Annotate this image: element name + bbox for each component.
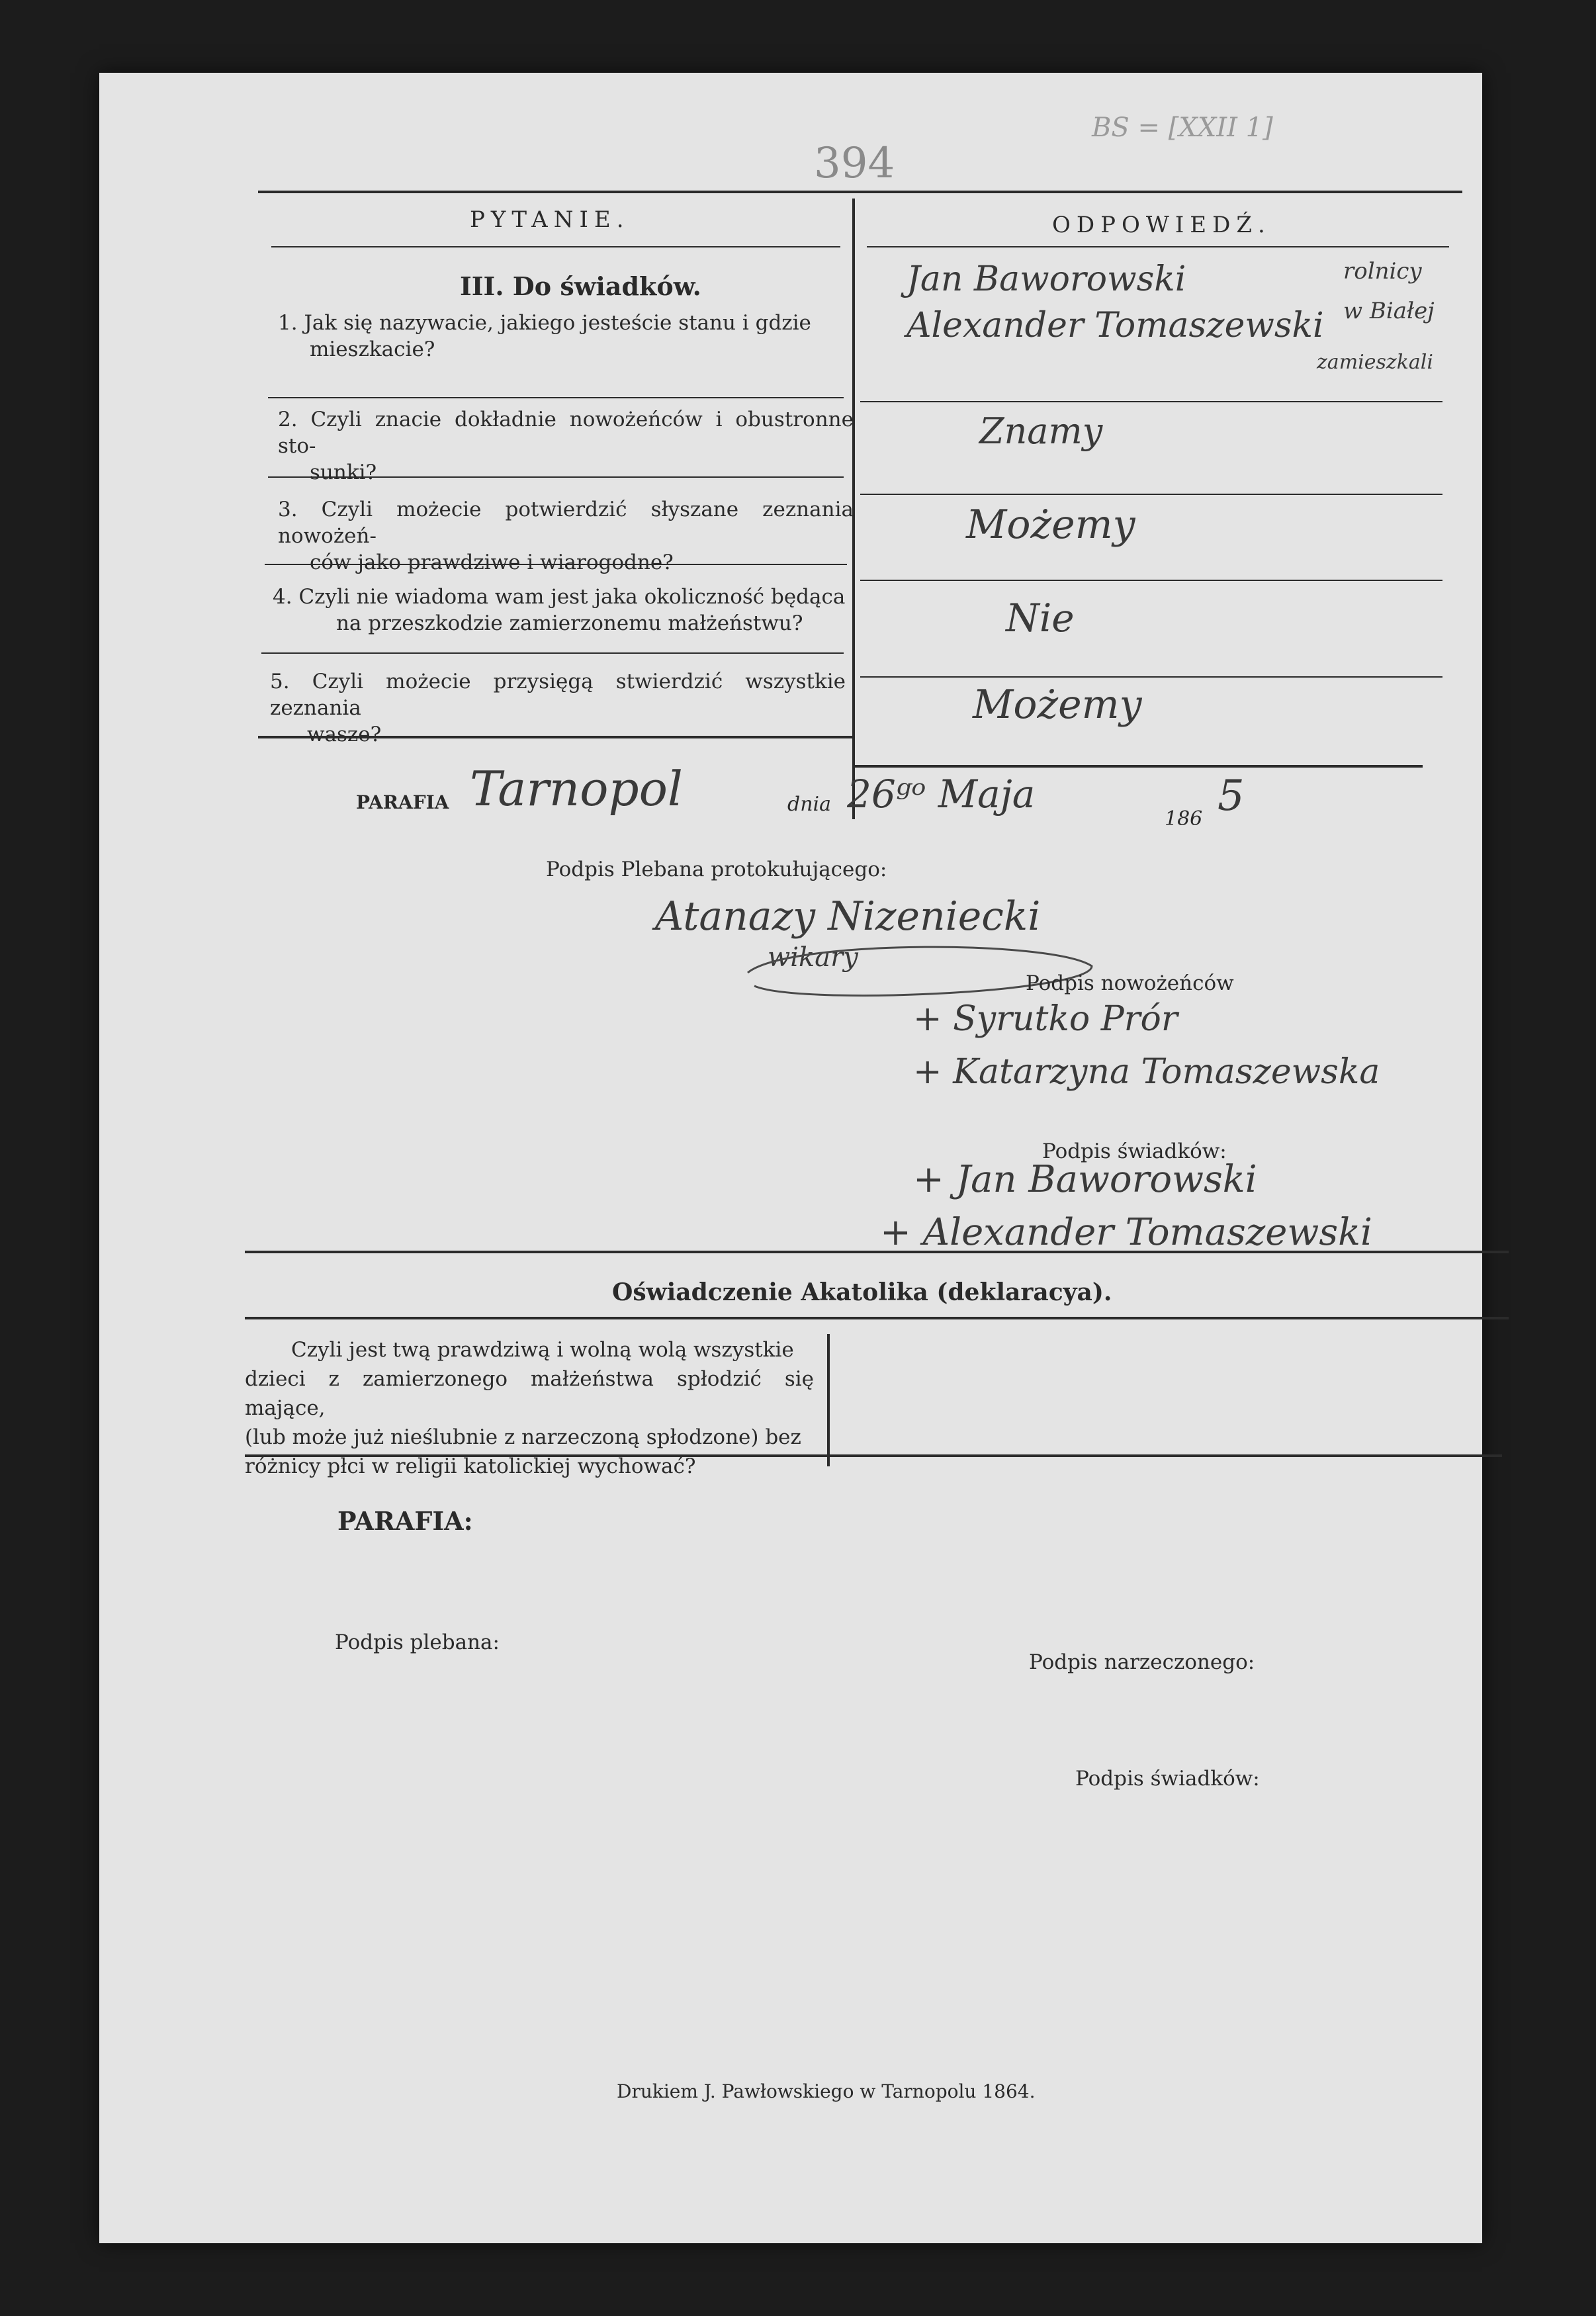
question-text-line1: Czyli znacie dokładnie nowożeńców i obustronne sto- — [278, 408, 854, 458]
declaration-box-bottom — [245, 1454, 1502, 1457]
header-answer: ODPOWIEDŹ. — [1052, 212, 1271, 238]
year-suffix: 5 — [1218, 772, 1245, 821]
row-divider-left — [265, 564, 847, 565]
question-text-line1: Czyli nie wiadoma wam jest jaka okoliczność będąca — [298, 585, 846, 609]
witnesses-signature-label: Podpis świadków: — [1042, 1139, 1227, 1163]
question-number: 3. — [278, 498, 298, 521]
answer-1-line1: Jan Baworowski — [907, 259, 1186, 299]
second-parish-label: PARAFIA: — [337, 1506, 473, 1536]
couple-signature-2: + Katarzyna Tomaszewska — [913, 1052, 1380, 1092]
answer-4: Nie — [1006, 596, 1075, 641]
row-divider-left — [268, 476, 844, 478]
row-divider-right — [860, 676, 1442, 678]
question-number: 5. — [270, 670, 290, 693]
question-text-line2: wasze? — [307, 723, 382, 746]
declaration-line: dzieci z zamierzonego małżeństwa spłodzić się mające, — [245, 1367, 814, 1420]
priest-title: wikary — [768, 942, 858, 973]
priest-signature: Atanazy Nizeniecki — [655, 893, 1041, 940]
row-divider-left — [261, 652, 844, 654]
printer-imprint: Drukiem J. Pawłowskiego w Tarnopolu 1864. — [617, 2080, 1036, 2102]
witness-signature-2: + Alexander Tomaszewski — [880, 1211, 1372, 1254]
declaration-line: (lub może już nieślubnie z narzeczoną spłodzone) bez — [245, 1425, 801, 1449]
date-value: 26ᵍᵒ Maja — [847, 772, 1036, 817]
document-page — [99, 73, 1482, 2243]
question-number: 2. — [278, 408, 298, 431]
question-text-line2: mieszkacie? — [310, 337, 435, 361]
second-priest-signature-label: Podpis plebana: — [335, 1630, 500, 1654]
declaration-line: Czyli jest twą prawdziwą i wolną wolą wszystkie — [291, 1338, 794, 1362]
declaration-line: różnicy płci w religii katolickiej wychować? — [245, 1454, 696, 1478]
priest-signature-label: Podpis Plebana protokułującego: — [546, 858, 887, 881]
question-text-line1: Czyli możecie przysięgą stwierdzić wszystkie zeznania — [270, 670, 846, 720]
answer-1-side2: w Białej — [1343, 298, 1435, 324]
declaration-title: Oświadczenie Akatolika (deklaracya). — [612, 1278, 1112, 1306]
row-divider-right — [860, 580, 1442, 581]
answer-1-side3: zamieszkali — [1317, 351, 1433, 374]
question-1 — [278, 310, 854, 363]
row-divider-left — [268, 397, 844, 398]
question-text-line2: sunki? — [310, 461, 377, 484]
question-text-line1: Czyli możecie potwierdzić słyszane zeznania nowożeń- — [278, 498, 854, 548]
archive-reference: BS = [XXII 1] — [1092, 112, 1273, 143]
couple-signature-1: + Syrutko Prór — [913, 999, 1178, 1039]
answer-1-side1: rolnicy — [1343, 258, 1422, 285]
groom-signature-label: Podpis narzeczonego: — [1029, 1650, 1255, 1674]
date-label: dnia — [787, 793, 832, 816]
question-text-line2: na przeszkodzie zamierzonemu małżeństwu? — [336, 611, 803, 635]
question-2 — [278, 406, 854, 486]
table-bottom-rule-left — [258, 736, 854, 738]
header-underline-left — [271, 246, 840, 247]
row-divider-right — [860, 401, 1442, 402]
question-text-line1: Jak się nazywacie, jakiego jesteście stanu i gdzie — [304, 311, 811, 335]
question-text-line2: ców jako prawdziwe i wiarogodne? — [310, 551, 674, 574]
parish-value: Tarnopol — [470, 761, 683, 817]
header-question: PYTANIE. — [470, 206, 630, 233]
declaration-column-divider — [827, 1334, 830, 1466]
question-4 — [273, 584, 848, 637]
couple-signature-label: Podpis nowożeńców — [1026, 971, 1234, 995]
header-underline-right — [867, 246, 1449, 247]
table-bottom-rule-right — [854, 765, 1423, 768]
answer-5: Możemy — [973, 682, 1142, 728]
question-number: 1. — [278, 311, 298, 335]
question-number: 4. — [273, 585, 292, 609]
table-top-rule — [258, 191, 1462, 193]
answer-1-line2: Alexander Tomaszewski — [907, 306, 1324, 345]
archive-page-number: 394 — [814, 139, 895, 188]
year-prefix: 186 — [1165, 807, 1203, 830]
second-witnesses-signature-label: Podpis świadków: — [1075, 1767, 1260, 1791]
row-divider-right — [860, 494, 1442, 495]
answer-3: Możemy — [966, 502, 1135, 548]
witness-signature-1: + Jan Baworowski — [913, 1158, 1257, 1201]
declaration-top-rule — [245, 1251, 1509, 1253]
section-title: III. Do świadków. — [460, 271, 701, 301]
parish-label: PARAFIA — [356, 791, 449, 813]
declaration-question — [245, 1335, 814, 1481]
answer-2: Znamy — [979, 410, 1103, 452]
declaration-box-top — [245, 1317, 1509, 1319]
